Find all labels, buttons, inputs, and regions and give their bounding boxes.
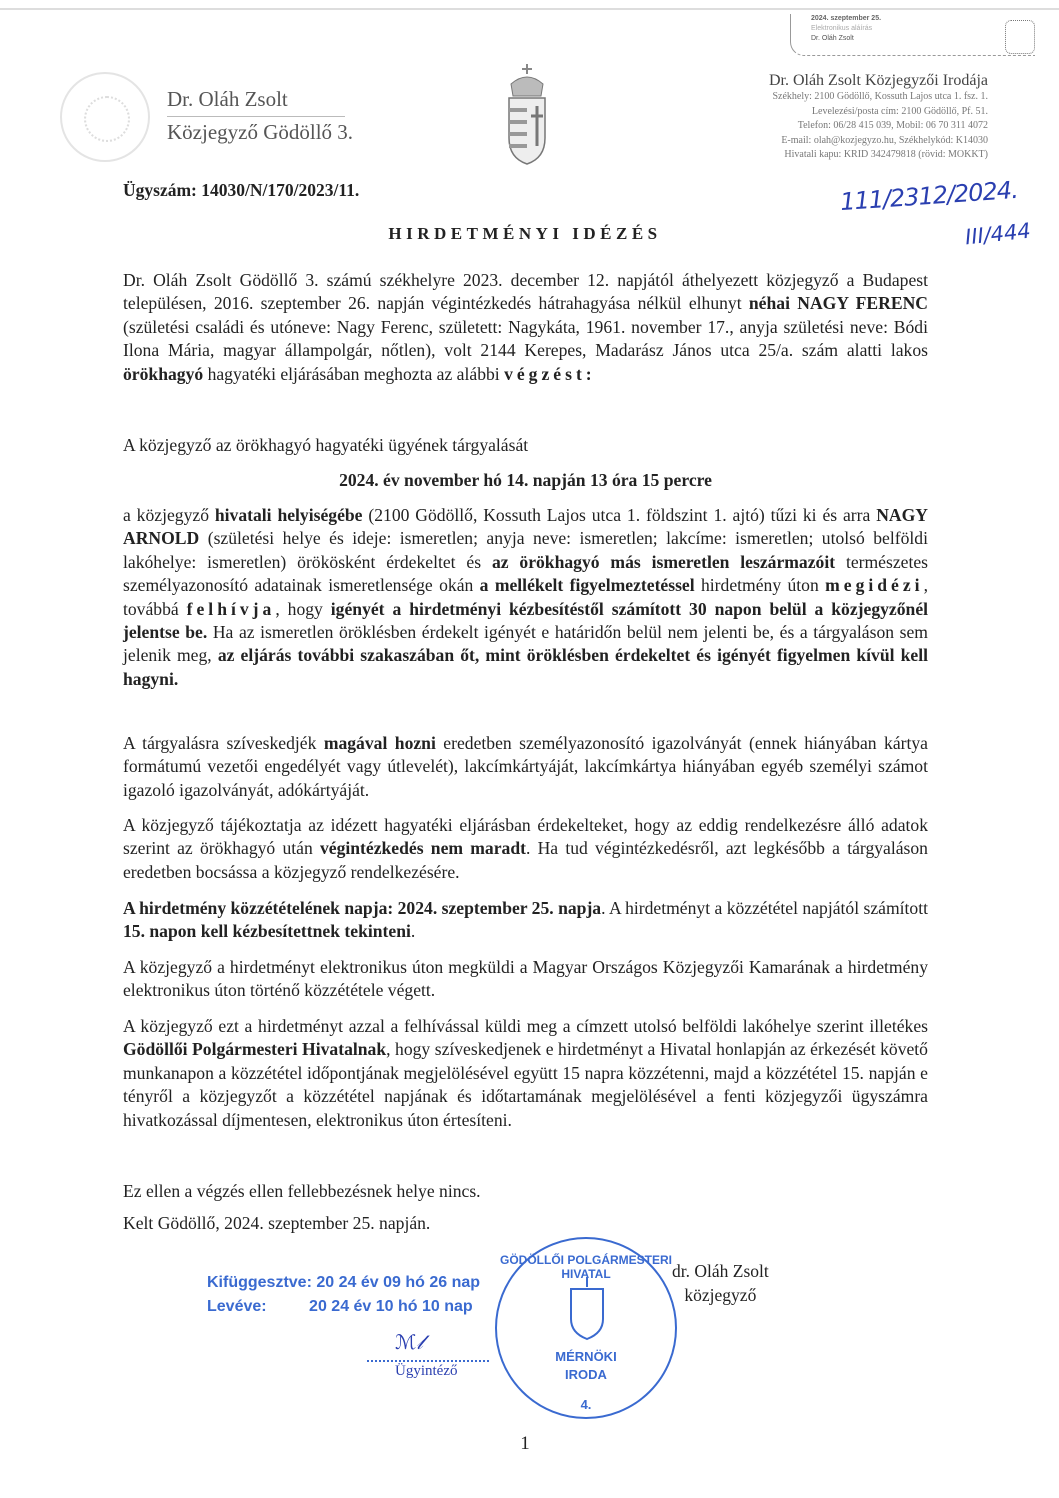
office-title: Dr. Oláh Zsolt Közjegyzői Irodája (768, 72, 988, 89)
bold-text: végzést: (504, 363, 596, 384)
paragraph-chamber (123, 956, 928, 1003)
text: természetes személyazonosító adatainak ismeretlensége okán (123, 551, 929, 596)
signature-seal-icon (1005, 20, 1035, 54)
text: eredetben személyazonosító igazolványát (ennek hiányában kártya formátumú vezetői engedélyét vagy útlevelét), lakcímkártyáját, lakcímkártya hiányában egyéb személyi számot igazoló igazolványát, adókártyáját. (123, 733, 928, 800)
office-gateway: Hivatali kapu: KRID 342479818 (rövid: MOKKT) (784, 149, 988, 161)
text: A közjegyző az örökhagyó hagyatéki ügyének tárgyalását (123, 435, 529, 455)
paragraph-publication (123, 897, 928, 944)
bold-text: végintézkedés nem maradt (319, 838, 526, 859)
signature-line (367, 1360, 489, 1362)
paragraph-hearing-lead (123, 434, 928, 457)
office-block (769, 72, 988, 163)
text: . A hirdetményt a közzététel napjától számított (601, 898, 928, 918)
paragraph-will-info (123, 814, 928, 884)
electronic-signature-box (790, 14, 1035, 56)
page-number: 1 (520, 1433, 530, 1454)
text: hirdetmény úton (694, 575, 826, 596)
text: (születési helye és ideje: ismeretlen; anyja neve: ismeretlen; lakcíme: ismeretlen; utolsó belföldi lakóhelye: ismeretlen) örökösként érdekeltet és (123, 528, 928, 572)
bold-text: megidézi (825, 575, 924, 596)
notary-name: Dr. Oláh Zsolt (167, 84, 345, 117)
office-email: E-mail: olah@kozjegyzo.hu, Székhelykód: K14030 (781, 134, 988, 146)
removed-label: Levéve: (207, 1298, 267, 1315)
signer-role: közjegyző (684, 1285, 757, 1305)
paragraph-dated (123, 1212, 928, 1235)
notary-seat: Közjegyző Gödöllő 3. (167, 120, 354, 144)
handwritten-sub-number: III/444 (963, 218, 1032, 250)
text: A közjegyző ezt a hirdetményt azzal a felhívással küldi meg a címzett utolsó belföldi lakóhelye szerint illetékes (123, 1016, 928, 1036)
paragraph-no-appeal (123, 1180, 928, 1203)
bold-text: Gödöllői Polgármesteri Hivatalnak (123, 1039, 387, 1060)
notary-signature (672, 1259, 769, 1307)
officer-signature: ℳ𝓁 (395, 1330, 424, 1354)
esign-label: Elektronikus aláírás (811, 25, 873, 32)
text: . Ha tud végintézkedésről, azt legkésőbb a tárgyaláson eredetben bocsássa a közjegyző rendelkezésére. (123, 838, 928, 882)
text: . (410, 921, 416, 942)
esign-signer: Dr. Oláh Zsolt (811, 35, 854, 42)
posted-label: Kifüggesztve: (207, 1274, 312, 1291)
bold-text: az eljárás további szakaszában őt, mint öröklésben érdekeltet és igényét figyelmen kívül kell hagyni. (123, 645, 928, 689)
text: Ez ellen a végzés ellen fellebbezésnek helye nincs. (123, 1181, 481, 1201)
document-title: HIRDETMÉNYI IDÉZÉS (388, 224, 662, 243)
text: A tárgyalásra szíveskedjék (123, 733, 324, 753)
bold-text: A hirdetmény közzétételének napja: 2024. szeptember 25. napja (123, 898, 602, 918)
text: Ha az ismeretlen öröklésben érdekelt igényét e határidőn belül nem jelenti be, és a tárgyaláson sem jelenik meg, (123, 622, 928, 666)
paragraph-municipality (123, 1015, 928, 1132)
bold-text: hivatali helyiségébe (214, 505, 363, 525)
scan-edge (0, 8, 1059, 10)
bold-text: felhívja (186, 598, 276, 619)
bold-text: örökhagyó (123, 363, 204, 384)
bold-text: 2024. év november hó 14. napján 13 óra 15 percre (339, 470, 712, 490)
handwritten-registry-number: 111/2312/2024. (839, 175, 1019, 217)
stamp-number: 4. (580, 1397, 592, 1412)
text: (2100 Gödöllő, Kossuth Lajos utca 1. földszint 1. ajtó) tűzi ki és arra (362, 505, 877, 525)
notary-header (167, 84, 353, 147)
stamp-ring-text: GÖDÖLLŐI POLGÁRMESTERI HIVATAL (499, 1253, 672, 1281)
esign-date: 2024. szeptember 25. (811, 15, 882, 22)
office-address: Székhely: 2100 Gödöllő, Kossuth Lajos utca 1. fsz. 1. (772, 91, 988, 102)
office-phone: Telefon: 06/28 415 039, Mobil: 06 70 311 4072 (797, 120, 988, 132)
text: , hogy (275, 598, 331, 619)
stamp-coat-of-arms-icon (567, 1275, 607, 1341)
notary-logo-icon (60, 72, 150, 162)
case-number: Ügyszám: 14030/N/170/2023/11. (123, 180, 360, 200)
text: A közjegyző tájékoztatja az idézett hagyatéki eljárásban érdekelteket, hogy az eddig rendelkezésre álló adatok szerint az örökhagyó után (123, 815, 928, 859)
text: A közjegyző a hirdetményt elektronikus úton megküldi a Magyar Országos Közjegyzői Kamarának a hirdetmény elektronikus úton történő közzététele végett. (123, 957, 928, 1001)
text: Dr. Oláh Zsolt Gödöllő 3. számú székhelyre 2023. december 12. napjától áthelyezett közjegyző a Budapest településen, 2016. szeptember 26. napján végintézkedés hátrahagyása nélkül elhunyt (123, 270, 928, 314)
text: (születési családi és utóneve: Nagy Ferenc, született: Nagykáta, 1961. november 17., anyja születési neve: Bódi Ilona Mária, magyar állampolgár, nőtlen), volt 2144 Kerepes, Madarász János utca 25/a. szám alatti lakos (123, 316, 928, 361)
bold-text: igényét a hirdetményi kézbesítéstől számított 30 napon belül a közjegyzőnél jelentse be. (123, 598, 929, 643)
stamp-line1: MÉRNÖKI (555, 1349, 617, 1364)
posted-date: 20 24 év 09 hó 26 nap (316, 1274, 481, 1291)
officer-label: Ügyintéző (395, 1363, 458, 1379)
office-postal: Levelezési/posta cím: 2100 Gödöllő, Pf. 51. (811, 105, 988, 117)
bold-text: az örökhagyó más ismeretlen leszármazóit (491, 551, 836, 572)
text: a közjegyző (123, 505, 215, 525)
coat-of-arms-icon (503, 62, 551, 166)
round-office-stamp (495, 1237, 677, 1419)
bold-text: NAGY ARNOLD (123, 505, 929, 549)
hearing-datetime (123, 469, 928, 492)
bold-text: 15. napon kell kézbesítettnek tekinteni (123, 921, 411, 942)
bold-text: a mellékelt figyelmeztetéssel (479, 575, 695, 596)
text: Kelt Gödöllő, 2024. szeptember 25. napján. (123, 1213, 431, 1233)
signer-name: dr. Oláh Zsolt (672, 1261, 769, 1281)
text: hagyatéki eljárásában meghozta az alábbi (203, 363, 505, 384)
posting-stamp (207, 1271, 480, 1319)
paragraph-intro (123, 269, 928, 386)
text: , továbbá (123, 575, 928, 619)
bold-text: magával hozni (323, 733, 436, 753)
paragraph-documents (123, 732, 928, 802)
removed-date: 20 24 év 10 hó 10 nap (309, 1298, 473, 1315)
bold-text: néhai NAGY FERENC (748, 293, 929, 314)
text: , hogy szíveskedjenek e hirdetményt a Hivatal honlapján az érkezését követő munkanapon a közzététel időpontjának megjelölésével együtt 15 napra közzétenni, majd a közzététel 15. napján e tényről a közjegyzőt a közzététel napjának és időtartamának megjelölésével a fenti közjegyzői ügyszámra hivatkozással díjmentesen, elektronikus úton értesíteni. (123, 1039, 928, 1130)
paragraph-summons (123, 504, 928, 691)
stamp-line2: IRODA (565, 1367, 607, 1382)
